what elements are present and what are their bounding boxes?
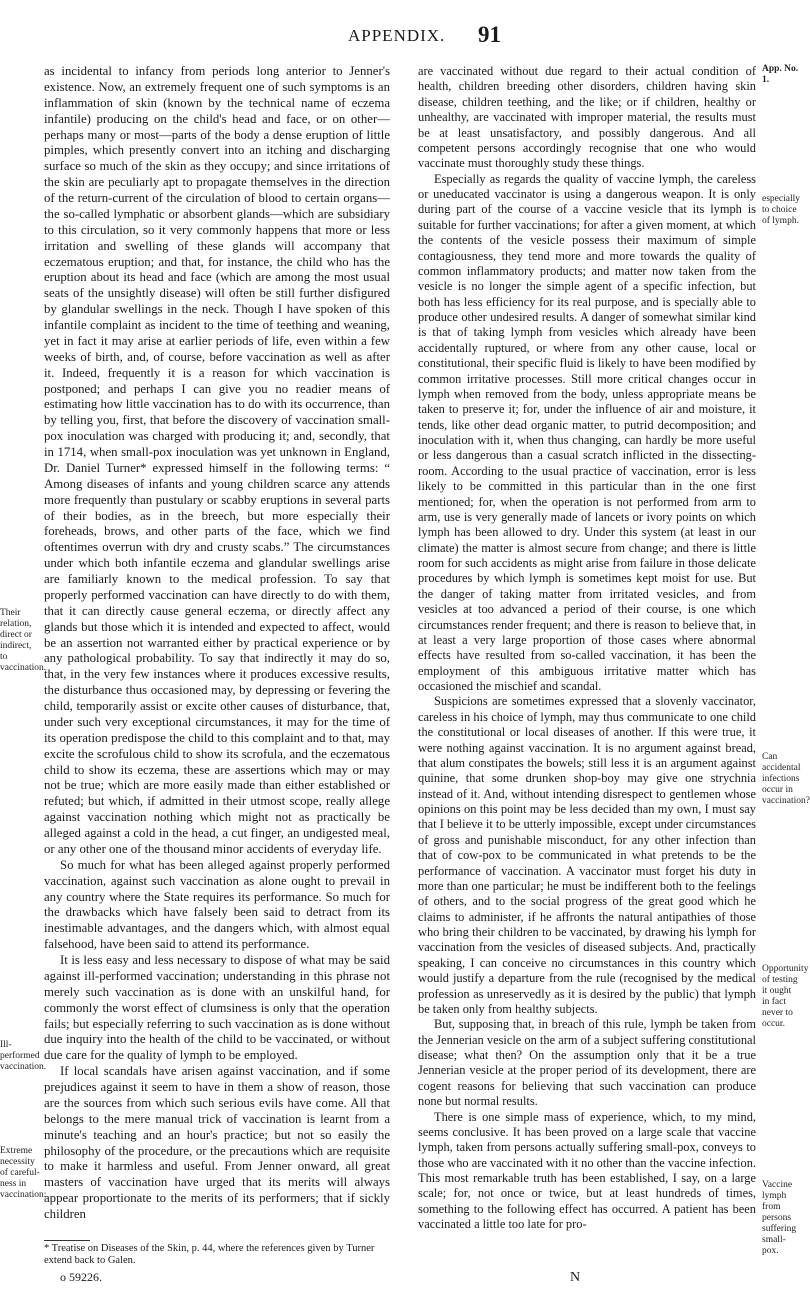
right-paragraph-5: There is one simple mass of experience, which, to my mind, seems conclusive. It has been proved on a large scale that vaccine lymph, taken from persons actually suffering small-pox, conveys to those who are vaccinated with it no other than the vaccine infection. This most remarkable truth has been established, I say, on a large scale; for, not once or twice, but at least hundreds of times, something to the following effect has occurred. A patient has been vaccinated a little too late for pro- <box>418 1109 756 1232</box>
running-head: APPENDIX. <box>348 26 446 45</box>
left-paragraph-1: as incidental to infancy from periods long anterior to Jenner's existence. Now, an extremely frequent one of such symptoms is an inflammation of skin (known by the technical name of eczema infantile) producing on the child's head and face, or on other—perhaps many or most—parts of the body a dense eruption of little pimples, which presently convert into an itching and discharging surface so much of the skin as they occupy; and since irritations of the skin are peculiarly apt to propagate themselves in the direction of the return-current of the circulation of blood to certain organs—the so-called lymphatic or absorbent glands—which are subsidiary to this circulation, so it very commonly happens that more or less irritation and swelling of these glands will accompany that eczematous eruption; and that, for instance, the child who has the eruption about its head and face (which are among the most usual seats of the unsightly disease) will often be still further disfigured by glandular swellings in the neck. Though I have spoken of this infantile complaint as incident to the time of teething and weaning, yet in fact it may arise at earlier periods of life, even within a few weeks of birth, and, of course, before vaccination as well as after it. Indeed, frequently it is a reason for which vaccination is postponed; and perhaps I can give you no readier means of estimating how little vaccination has to do with its occurrence, than by telling you, first, that before the discovery of vaccination small-pox inoculation was charged with producing it; and, secondly, that in 1714, when small-pox inoculation was yet unknown in England, Dr. Daniel Turner* expressed himself in the following terms: “ Among diseases of infants and young children scarce any attends more frequently than pustulary or scabby eruptions in several parts of their bodies, as in the breech, but more especially their foreheads, brows, and other parts of the face, which we find oftentimes overrun with dry and crusty scabs.” The circumstances under which both infantile eczema and glandular swellings arise are familiarly known to the medical profession. To say that properly performed vaccination can have directly to do with them, that it can directly cause general eczema, or directly affect any glands but those which it is intended and expected to affect, would be an assertion not warranted either by practical experience or by any pathological probability. To say that indirectly it may do so, that, in the very few instances where it produces excessive results, the disturbance thus occasioned may, by depressing or fevering the child, temporarily assist or excite other causes of disturbance, that, under such very exceptional circumstances, it may for the time of its operation predispose the child to this complaint and to that, may excite the scrofulous child to show its scrofula, and the eczematous child to show its eczema, these are assertions which may or may not be true; which are more easily made than either established or refuted; but which, if admitted in their utmost scope, really allege against vaccination nothing which might not as practically be alleged against a cold in the head, a cut finger, an undigested meal, or any other one of the thousand minor accidents of everyday life. <box>44 64 390 856</box>
margin-note-left-necessity: Extreme necessity of careful-ness in vaccination; <box>0 1146 47 1200</box>
signature-mark: N <box>570 1270 581 1285</box>
margin-note-right-choice-of-lymph: especially to choice of lymph. <box>762 194 800 226</box>
right-paragraph-3: Suspicions are sometimes expressed that a slovenly vaccinator, careless in his choice of lymph, may thus communicate to one child the constitutional or local diseases of another. If this were true, it were nothing against vaccination. It is no argument against bread, that alum constipates the bowels; still less it is an argument against quinine, that some drunken shop-boy may give one strychnia instead of it. And, without intending disrespect to gentlemen whose opinions on this point may be less decided than my own, I must say that I believe it to be utterly impossible, except under circumstances of gross and punishable misconduct, for any other infection than that of cow-pox to be communicated in what pretends to be the performance of vaccination. A vaccinator must forget his duty in more than one particular; he must be indifferent both to the feelings of others, and to the social progress of the great good which he claims to administer, if he affronts the natural antipathies of those who bring their children to be vaccinated, by drawing his lymph for vaccination from the vesicles of diseased subjects. And, practically speaking, I can conceive no circumstances in this country which would justify a departure from the rule (recognised by the medical profession as unreservedly as it is desired by the public) that lymph be taken only from healthy subjects. <box>418 694 756 1016</box>
page-header <box>0 20 800 60</box>
right-paragraph-2: Especially as regards the quality of vaccine lymph, the careless or uneducated vaccinator is using a dangerous weapon. It is only during part of the course of a vaccine vesicle that its lymph is suitable for further vaccinations; for after a given moment, at which the contents of the vesicle possess their maximum of simple contagiousness, they tend more and more towards the quality of common inflammatory products; and matter now taken from the vesicle is no longer the simple agent of a specific infection, but both has less efficiency for its real purpose, and is specially able to produce other undesired results. A danger of somewhat similar kind is that of taking lymph from vesicles which already have been accidentally ruptured, or where from any other cause, local or constitutional, their specific fluid is likely to have been modified by common irritative processes. Still more critical changes occur in lymph when removed from the body, unless appropriate means be taken to preserve it; for, under the influence of air and moisture, it tends, like other dead organic matter, to putrid decomposition; and inoculation with it, when thus changing, can hardly be more useful or less dangerous than a casual scratch inflicted in the dissecting-room. According to the usual practice of vaccination, error is less likely to be committed in this particular than in the one first mentioned; for, when the operation is not performed from arm to arm, use is very generally made of lancets or ivory points on which lymph has been allowed to dry. Under this system (at least in our climate) the matter is almost secure from change; and there is little room for such accidents as might arise from failure in those delicate procedures by which lymph is sometimes kept moist for use. But the danger of taking matter from irritated vesicles, and from vesicles at too advanced a period of their course, is one which circumstances render frequent; and there is reason to believe that, in at least a very large proportion of those cases where abnormal effects have resulted from so-called vaccination, it has been the employment of this ambiguous irritative matter which has occasioned the mischief and scandal. <box>418 171 756 693</box>
right-column <box>418 64 756 1233</box>
margin-note-right-accidental-infections: Can accidental infections occur in vaccination? <box>762 752 810 806</box>
page-number: 91 <box>478 22 501 47</box>
footnote-rule <box>44 1240 90 1241</box>
margin-note-right-opportunity: Opportunity of testing it ought in fact never to occur. <box>762 964 809 1029</box>
margin-note-left-relation: Their relation, direct or indirect, to vaccination. <box>0 608 47 673</box>
margin-note-right-appendix: App. No. 1. <box>762 64 799 85</box>
margin-note-left-ill-performed: Ill-performed vaccination. <box>0 1040 47 1072</box>
left-column <box>44 64 390 1223</box>
left-paragraph-4: If local scandals have arisen against vaccination, and if some prejudices against it seem to have in them a show of reason, those are the sources from which such serious evils have come. All that belongs to the mere manual trick of vaccination is learnt from a minute's teaching and an hour's practice; but not so easily the philosophy of the procedure, or the precautions which are requisite to make it harmless and useful. From Jenner onward, all great masters of vaccination have urged that its merits will always appear proportionate to the merits of its performers; that if sickly children <box>44 1064 390 1221</box>
printer-mark: o 59226. <box>60 1270 102 1284</box>
margin-note-right-vaccine-lymph: Vaccine lymph from persons suffering small-pox. <box>762 1180 797 1256</box>
right-paragraph-1: are vaccinated without due regard to their actual condition of health, children breeding other disorders, children having skin disease, children teething, and the like; or if children, healthy or unhealthy, are vaccinated with improper material, the results must be at least unsatisfactory, and possibly dangerous. And all competent persons accordingly recognise that one who would vaccinate must thoroughly study these things. <box>418 64 756 171</box>
footnote: * Treatise on Diseases of the Skin, p. 44, where the references given by Turner extend back to Galen. <box>44 1243 375 1266</box>
left-paragraph-2: So much for what has been alleged against properly performed vaccination, against such vaccination as alone ought to prevail in any country where the State requires its performance. So much for the drawbacks which have falsely been said to detract from its inestimable advantages, and the dangers which, with almost equal falsehood, have been said to attend its performance. <box>44 857 390 952</box>
right-paragraph-4: But, supposing that, in breach of this rule, lymph be taken from the Jennerian vesicle on the arm of a subject suffering constitutional disease; what then? On the assumption only that it be a true Jennerian vesicle at the proper period of its development, there are cogent reasons for believing that such vaccination can produce none but normal results. <box>418 1017 756 1109</box>
left-paragraph-3: It is less easy and less necessary to dispose of what may be said against ill-performed vaccination; understanding in this phrase not merely such vaccination as is done with an unskilful hand, for commonly the worst effect of clumsiness is only that the operation fails; but especially referring to such vaccination as is done without due inquiry into the health of the child to be vaccinated, or without due care for the quality of lymph to be employed. <box>44 953 390 1063</box>
